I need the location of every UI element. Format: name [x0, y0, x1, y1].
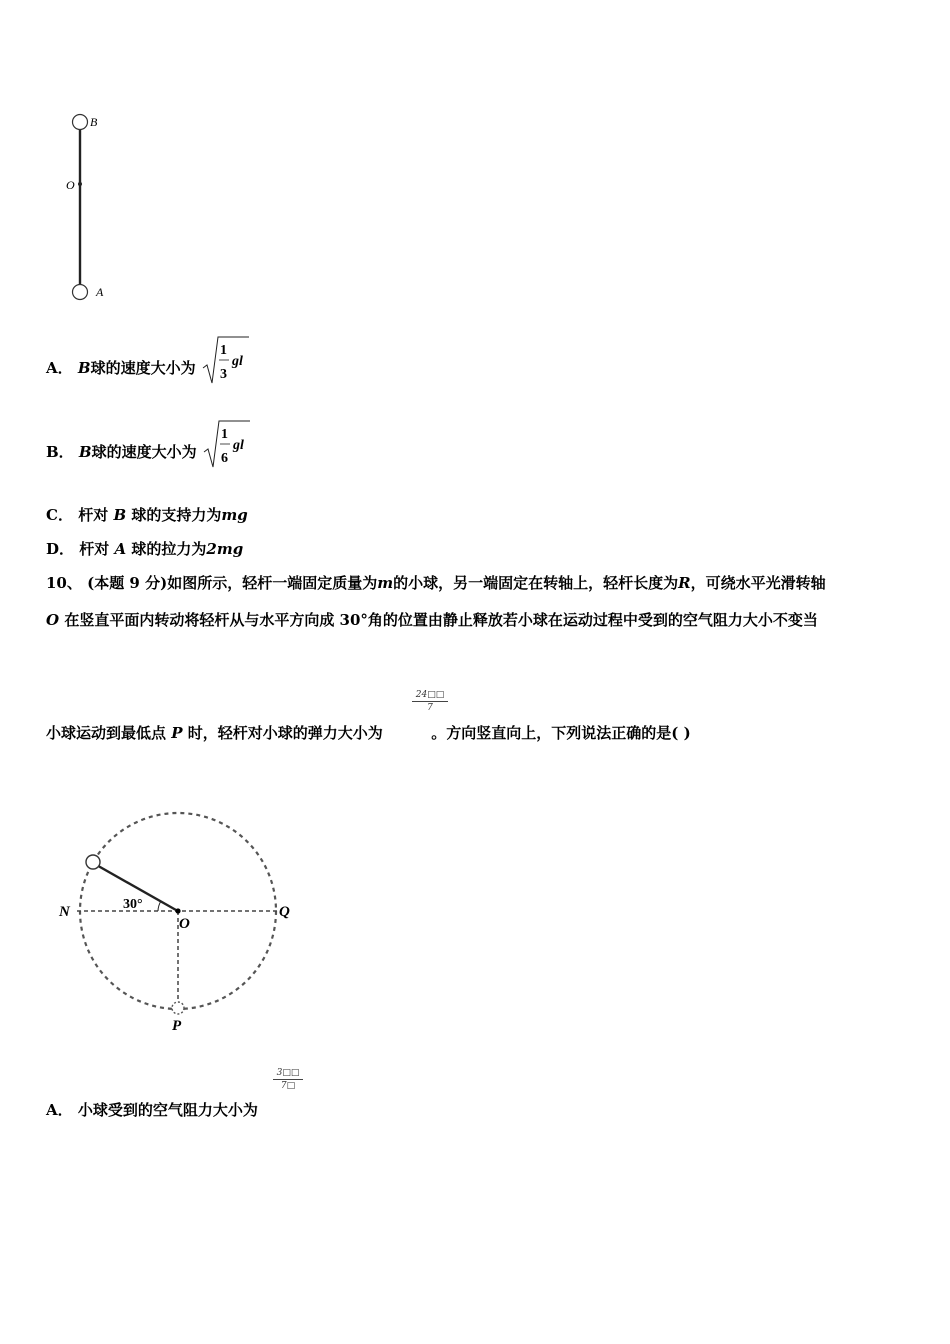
option-value: mg [221, 506, 248, 524]
svg-text:gl: gl [232, 438, 244, 453]
option-text: 球的速度大小为 [90, 359, 196, 377]
svg-text:3: 3 [219, 367, 227, 382]
label-q: Q [279, 904, 290, 920]
question-number: 10、 [46, 574, 82, 592]
sqrt-formula [202, 418, 252, 470]
option-text: 球的支持力为 [131, 506, 222, 524]
label-a: A [96, 285, 104, 299]
circle-figure [55, 800, 305, 1040]
label-p: P [172, 1018, 182, 1034]
question-10-line3: 小球运动到最低点 P 时，轻杆对小球的弹力大小为 。方向竖直向上，下列说法正确的是( ) [46, 724, 691, 742]
option-text: 球的速度大小为 [91, 443, 197, 461]
option-a-prev [46, 343, 251, 386]
question-10-line1: 10、 (本题 9 分)如图所示，轻杆一端固定质量为m的小球，另一端固定在转轴上，轻杆长度为R，可绕水平光滑转轴 [46, 574, 826, 592]
elastic-force-fraction: 24□□ 7 [412, 690, 448, 713]
svg-text:6: 6 [220, 451, 228, 466]
option-subject: B [77, 359, 91, 377]
option-subject: B [113, 506, 127, 524]
option-letter: B． [46, 443, 74, 461]
sqrt-formula [201, 334, 251, 386]
option-a-q10 [46, 1099, 258, 1120]
option-pre: 杆对 [79, 540, 110, 558]
label-o: O [179, 916, 190, 932]
svg-text:1: 1 [220, 427, 228, 442]
option-b-prev [46, 427, 252, 470]
option-c-prev [46, 504, 248, 525]
option-text: 小球受到的空气阻力大小为 [77, 1101, 258, 1119]
angle-label: 30° [123, 897, 143, 912]
option-subject: A [114, 540, 127, 558]
question-10-line2: O 在竖直平面内转动将轻杆从与水平方向成 30°角的位置由静止释放若小球在运动过程中受到的空气阻力大小不变当 [46, 611, 818, 629]
option-subject: B [78, 443, 92, 461]
label-b: B [90, 115, 98, 129]
option-d-prev [46, 538, 243, 559]
option-letter: D． [46, 540, 75, 558]
svg-text:gl: gl [231, 354, 243, 369]
option-value: 2mg [206, 540, 244, 558]
air-resistance-fraction: 3□□ 7□ [273, 1068, 303, 1091]
svg-text:1: 1 [219, 343, 227, 358]
label-n: N [59, 904, 70, 920]
rod-figure [60, 108, 130, 308]
option-text: 球的拉力为 [131, 540, 207, 558]
question-points: (本题 9 分) [87, 574, 168, 592]
label-o: O [66, 178, 75, 192]
option-pre: 杆对 [78, 506, 109, 524]
option-letter: C． [46, 506, 73, 524]
option-letter: A． [46, 1101, 73, 1119]
option-letter: A． [46, 359, 73, 377]
